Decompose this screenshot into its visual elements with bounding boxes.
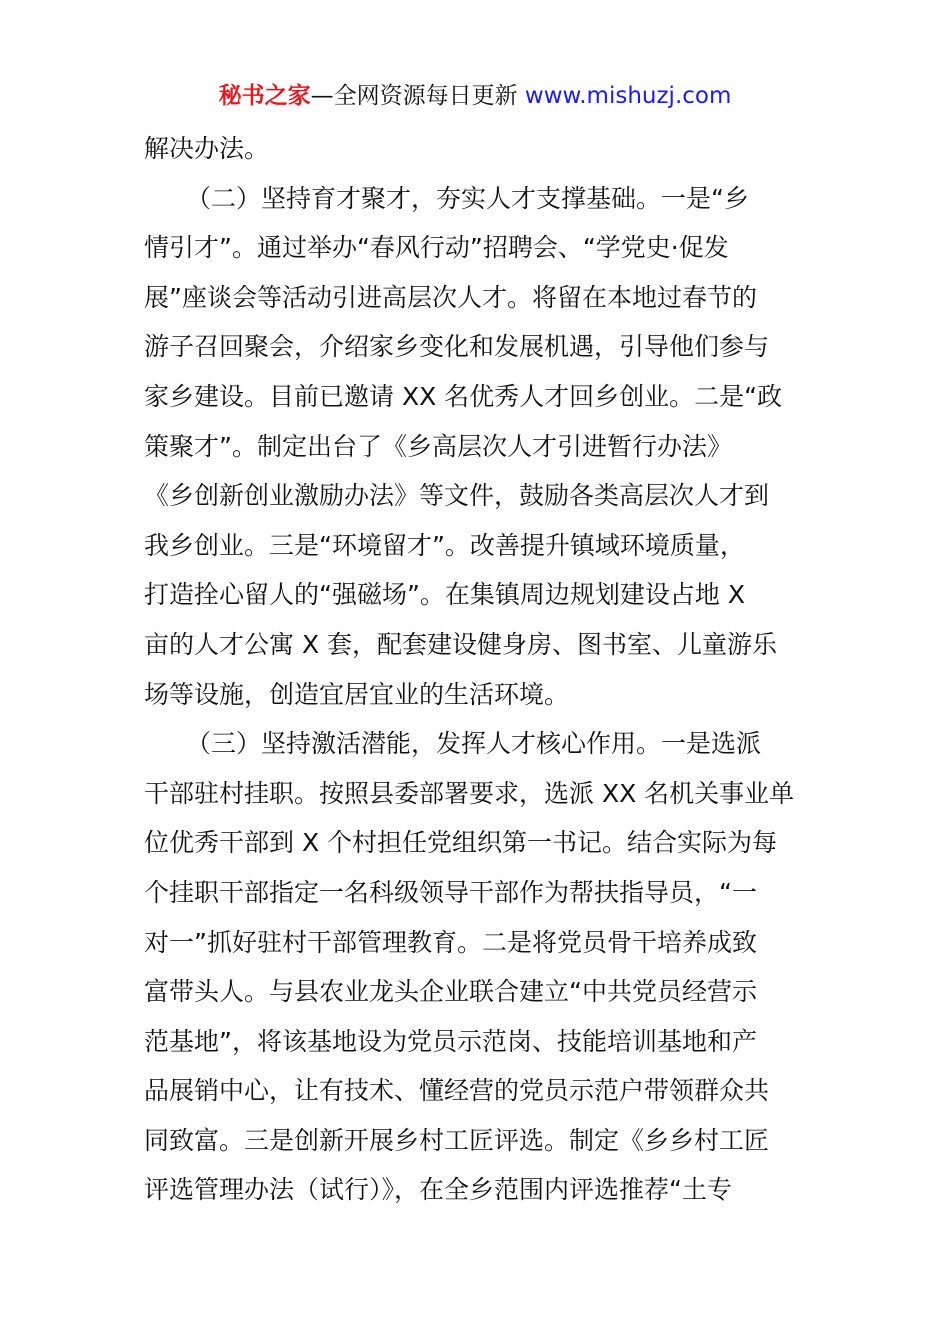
paragraph-heading-3: （三）坚持激活潜能，发挥人才核心作用。一是选派	[186, 729, 762, 759]
site-url[interactable]: www.mishuzj.com	[524, 83, 732, 109]
text-line: 展”座谈会等活动引进高层次人才。将留在本地过春节的	[144, 282, 757, 312]
text-line: 策聚才”。制定出台了《乡高层次人才引进暂行办法》	[144, 431, 732, 461]
text-line: 评选管理办法（试行）》，在全乡范围内评选推荐“土专	[144, 1175, 732, 1205]
document-body	[144, 124, 809, 1215]
text-line: 同致富。三是创新开展乡村工匠评选。制定《乡乡村工匠	[144, 1125, 770, 1155]
site-header	[0, 80, 950, 112]
text-line: 富带头人。与县农业龙头企业联合建立“中共党员经营示	[144, 977, 757, 1007]
text-line: 干部驻村挂职。按照县委部署要求，选派 XX 名机关事业单	[144, 778, 795, 808]
text-line: 《乡创新创业激励办法》等文件，鼓励各类高层次人才到	[144, 481, 770, 511]
text-line: 亩的人才公寓 X 套，配套建设健身房、图书室、儿童游乐	[144, 629, 778, 659]
text-line: 游子召回聚会，介绍家乡变化和发展机遇，引导他们参与	[144, 332, 770, 362]
text-line: 位优秀干部到 X 个村担任党组织第一书记。结合实际为每	[144, 828, 778, 858]
text-line: 家乡建设。目前已邀请 XX 名优秀人才回乡创业。二是“政	[144, 381, 783, 411]
text-line: 解决办法。	[144, 134, 270, 163]
site-tagline: —全网资源每日更新	[310, 83, 518, 109]
text-line: 范基地”，将该基地设为党员示范岗、技能培训基地和产	[144, 1026, 757, 1056]
text-line: 情引才”。通过举办“春风行动”招聘会、“学党史·促发	[144, 233, 729, 263]
text-line: 打造拴心留人的“强磁场”。在集镇周边规划建设占地 X	[144, 580, 745, 610]
text-line: 场等设施，创造宜居宜业的生活环境。	[144, 679, 570, 709]
text-line: 品展销中心，让有技术、懂经营的党员示范户带领群众共	[144, 1076, 770, 1106]
text-line: 个挂职干部指定一名科级领导干部作为帮扶指导员，“一	[144, 877, 757, 907]
text-line: 对一”抓好驻村干部管理教育。二是将党员骨干培养成致	[144, 927, 757, 957]
text-line: 我乡创业。三是“环境留才”。改善提升镇域环境质量，	[144, 530, 745, 560]
paragraph-heading-2: （二）坚持育才聚才，夯实人才支撑基础。一是“乡	[186, 183, 749, 213]
site-brand: 秘书之家	[218, 83, 311, 109]
